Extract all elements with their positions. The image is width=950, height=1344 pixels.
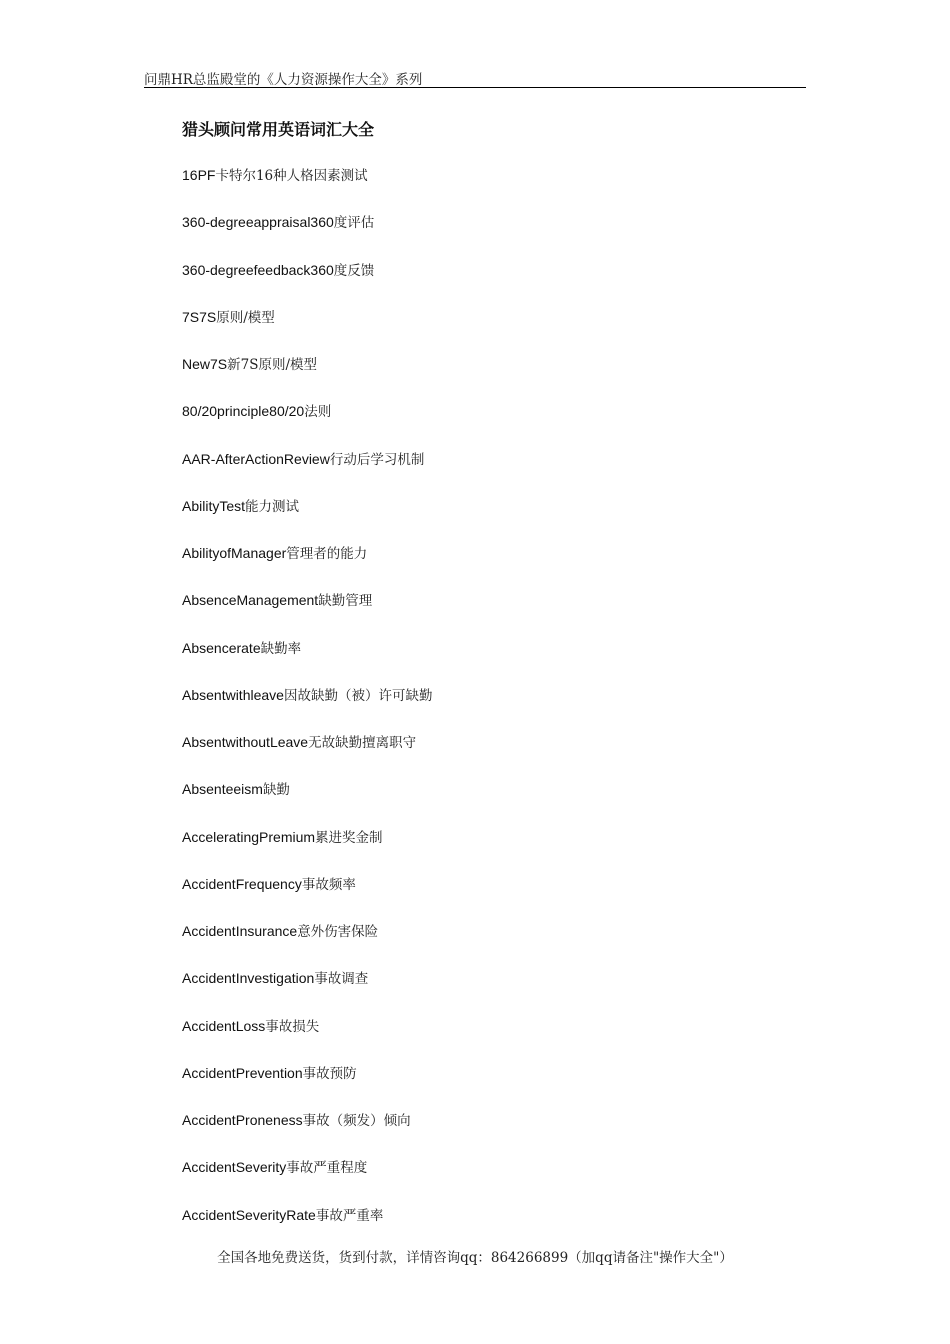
glossary-term-item: [182, 496, 432, 543]
term-chinese: 意外伤害保险: [297, 924, 379, 940]
term-english: AcceleratingPremium: [182, 828, 316, 845]
glossary-term-item: [182, 921, 432, 968]
glossary-term-item: [182, 1063, 432, 1110]
term-chinese: 度反馈: [333, 262, 375, 279]
page-header: [144, 67, 806, 88]
term-english: AccidentSeverityRate: [182, 1206, 316, 1223]
document-title: 猎头顾问常用英语词汇大全: [182, 120, 375, 139]
term-chinese: 卡特尔16种人格因素测试: [215, 168, 368, 184]
term-chinese: 缺勤: [262, 782, 290, 799]
term-chinese: 事故损失: [265, 1018, 320, 1035]
term-english: AccidentInsurance: [182, 923, 298, 939]
term-chinese: 原则/模型: [216, 309, 275, 326]
term-chinese: 事故（频发）倾向: [302, 1113, 411, 1129]
term-english: AbilityofManager: [182, 545, 287, 561]
term-english: AccidentSeverity: [182, 1159, 287, 1176]
term-chinese: 能力测试: [245, 498, 300, 515]
glossary-term-item: [182, 354, 432, 401]
term-english: Absentwithleave: [182, 686, 284, 703]
glossary-term-item: [182, 165, 432, 212]
term-english: AAR-AfterActionReview: [182, 450, 330, 467]
term-chinese: 缺勤管理: [318, 593, 373, 610]
term-english: 80/20principle80/20: [182, 403, 305, 420]
term-english: Absencerate: [182, 639, 261, 656]
term-chinese: 事故调查: [314, 971, 369, 988]
header-text: 问鼎HR总监殿堂的《人力资源操作大全》系列: [144, 72, 423, 88]
term-chinese: 新7S原则/模型: [227, 357, 318, 373]
glossary-term-item: [182, 401, 432, 448]
term-chinese: 行动后学习机制: [329, 451, 425, 468]
page-footer: 全国各地免费送货，货到付款，详情咨询qq：864266899（加qq请备注"操作大全"）: [217, 1250, 733, 1266]
term-english: AccidentInvestigation: [182, 970, 315, 987]
term-english: AccidentProneness: [182, 1112, 303, 1128]
term-chinese: 事故严重程度: [286, 1160, 368, 1177]
term-chinese: 管理者的能力: [286, 546, 368, 562]
term-chinese: 法则: [304, 404, 332, 421]
term-chinese: 累进奖金制: [315, 829, 383, 846]
glossary-term-item: [182, 732, 432, 779]
term-english: 7S7S: [182, 308, 217, 325]
term-english: New7S: [182, 356, 228, 372]
glossary-term-item: [182, 638, 432, 685]
glossary-term-item: [182, 685, 432, 732]
term-english: AbsenceManagement: [182, 592, 319, 609]
term-english: AbilityTest: [182, 497, 246, 514]
glossary-term-item: [182, 212, 432, 259]
glossary-term-item: [182, 1205, 432, 1252]
glossary-term-item: [182, 307, 432, 354]
glossary-term-item: [182, 543, 432, 590]
glossary-term-item: [182, 1157, 432, 1204]
term-english: 16PF: [182, 167, 216, 183]
term-english: AccidentLoss: [182, 1017, 266, 1034]
term-chinese: 事故频率: [301, 876, 356, 893]
glossary-term-item: [182, 260, 432, 307]
term-english: AbsentwithoutLeave: [182, 734, 309, 750]
term-english: 360-degreefeedback360: [182, 261, 334, 278]
glossary-term-item: [182, 1016, 432, 1063]
term-chinese: 事故预防: [302, 1065, 357, 1082]
glossary-term-item: [182, 827, 432, 874]
glossary-term-list: [182, 165, 432, 1252]
term-chinese: 无故缺勤擅离职守: [308, 735, 417, 751]
term-english: AccidentPrevention: [182, 1064, 303, 1081]
term-english: 360-degreeappraisal360: [182, 214, 334, 231]
term-chinese: 度评估: [333, 215, 375, 232]
glossary-term-item: [182, 590, 432, 637]
term-chinese: 因故缺勤（被）许可缺勤: [283, 687, 433, 704]
glossary-term-item: [182, 449, 432, 496]
term-english: AccidentFrequency: [182, 875, 302, 892]
glossary-term-item: [182, 968, 432, 1015]
term-chinese: 缺勤率: [260, 640, 302, 657]
term-chinese: 事故严重率: [315, 1207, 384, 1224]
glossary-term-item: [182, 874, 432, 921]
glossary-term-item: [182, 1110, 432, 1157]
term-english: Absenteeism: [182, 781, 263, 798]
glossary-term-item: [182, 779, 432, 826]
